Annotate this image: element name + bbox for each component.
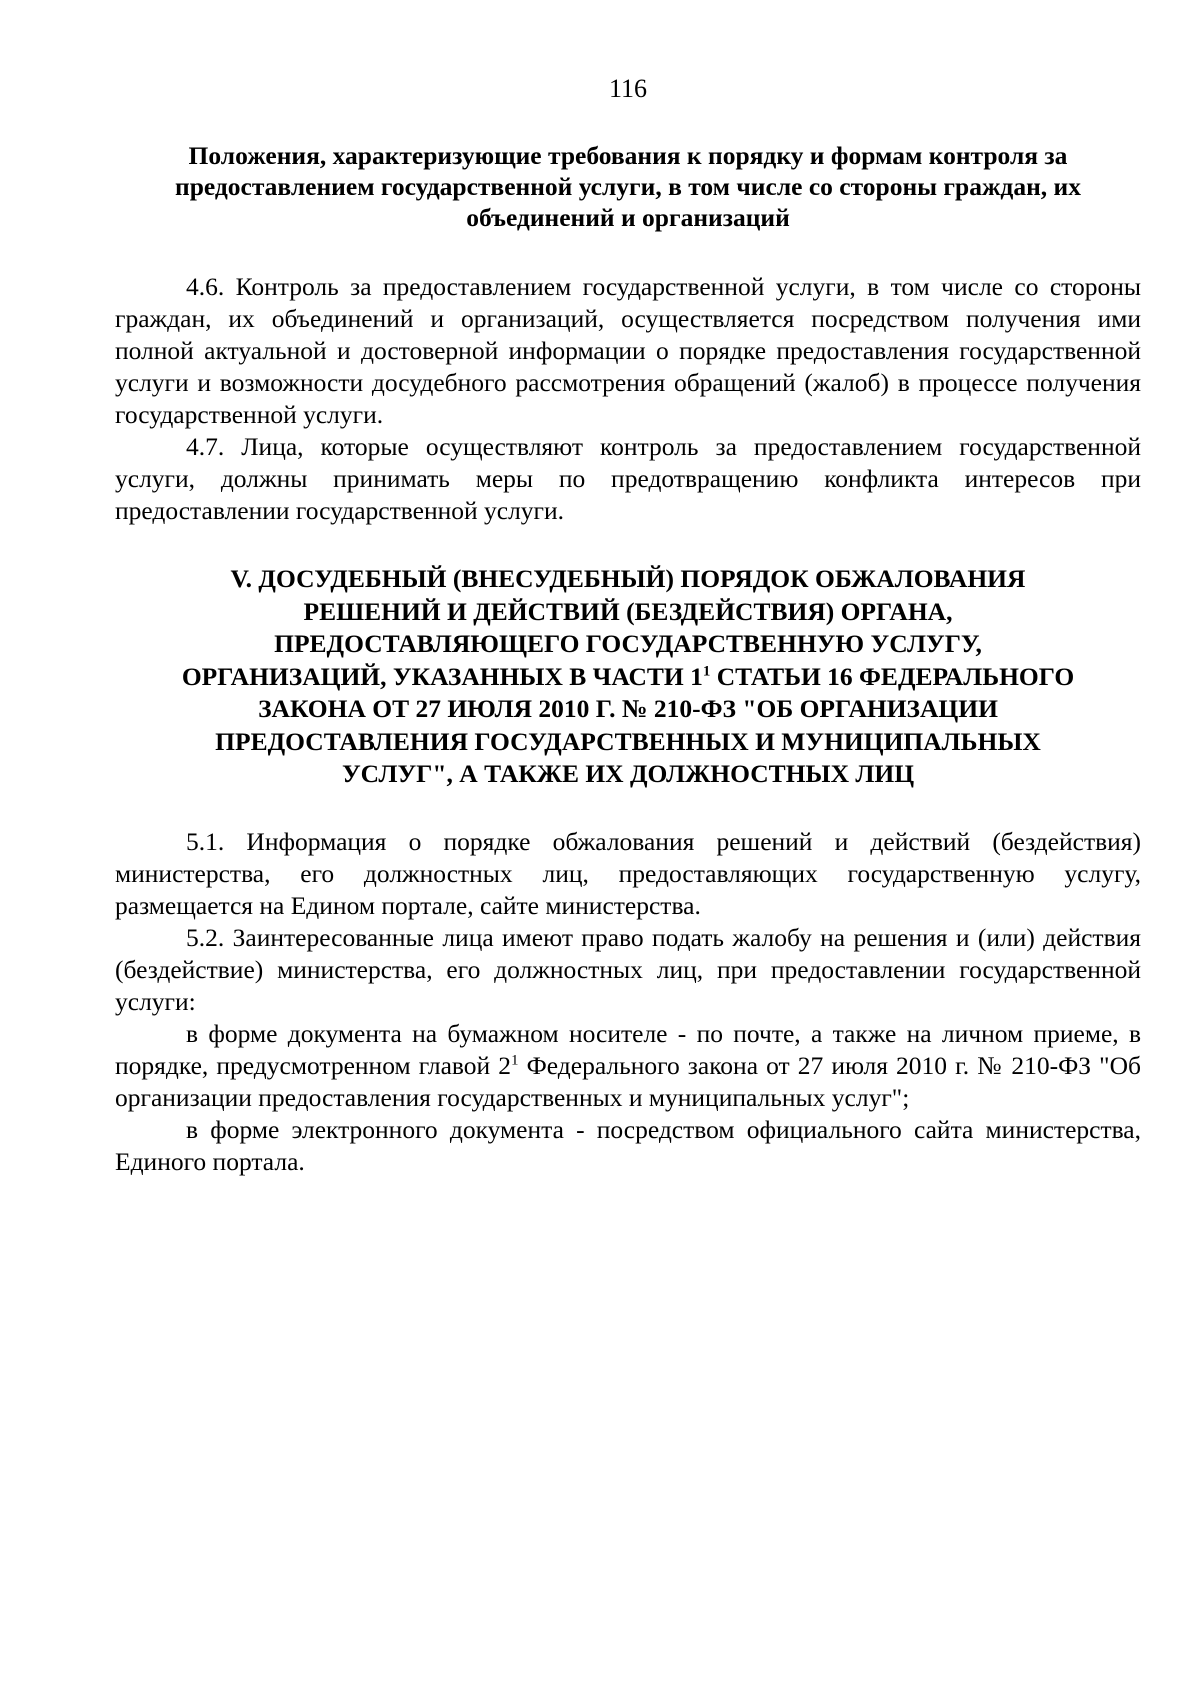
section-5-heading-line: ПРЕДОСТАВЛЕНИЯ ГОСУДАРСТВЕННЫХ И МУНИЦИПАЛЬНЫХ [215,726,1041,756]
heading-text: ОРГАНИЗАЦИЙ, УКАЗАННЫХ В ЧАСТИ 1 [181,661,703,691]
section-5-heading-line: УСЛУГ", А ТАКЖЕ ИХ ДОЛЖНОСТНЫХ ЛИЦ [341,759,915,788]
paragraph-text: Федерального закона от 27 июля 2010 г. № 210-ФЗ "Об организации предоставления государственных и муниципальных услуг"; [115,1051,1141,1112]
paragraph-paper-form [115,1018,1141,1114]
section-5-heading-line [115,661,1141,694]
paragraph-5-1: 5.1. Информация о порядке обжалования решений и действий (бездействия) министерства, его должностных лиц, предоставляющих государственную услугу, размещается на Едином портале, сайте министерства. [115,827,1141,920]
paragraph-5-2: 5.2. Заинтересованные лица имеют право подать жалобу на решения и (или) действия (бездействие) министерства, его должностных лиц, при предоставлении государственной услуги: [115,923,1141,1016]
paragraph-text: в форме документа на бумажном носителе - по почте, а также на личном приеме, в порядке, предусмотренном главой 2 [115,1019,1141,1080]
subsection-heading: Положения, характеризующие требования к порядку и формам контроля за предоставлением государственной услуги, в том числе со стороны граждан, их объединений и организаций [175,141,1081,232]
paragraph-electronic-form: в форме электронного документа - посредством официального сайта министерства, Единого портала. [115,1115,1141,1176]
page-number: 116 [608,74,648,103]
paragraph-4-7: 4.7. Лица, которые осуществляют контроль за предоставлением государственной услуги, должны принимать меры по предотвращению конфликта интересов при предоставлении государственной услуги. [115,432,1141,525]
superscript: 1 [702,663,711,679]
section-5-paragraphs [115,826,1141,1178]
section-5-heading-line: ПРЕДОСТАВЛЯЮЩЕГО ГОСУДАРСТВЕННУЮ УСЛУГУ, [274,629,982,658]
heading-text: СТАТЬИ 16 ФЕДЕРАЛЬНОГО [710,661,1075,691]
superscript: 1 [511,1052,519,1069]
paragraph-4-6: 4.6. Контроль за предоставлением государственной услуги, в том числе со стороны граждан, их объединений и организаций, осуществляется посредством получения ими полной актуальной и достоверной информации о порядке предоставления государственной услуги и возможности досудебного рассмотрения обращений (жалоб) в процессе получения государственной услуги. [115,272,1141,429]
section-5-heading [115,563,1141,791]
section-4-paragraphs [115,271,1141,527]
section-5-heading-line: ЗАКОНА ОТ 27 ИЮЛЯ 2010 Г. № 210-ФЗ "ОБ ОРГАНИЗАЦИИ [258,694,998,723]
section-5-heading-line: РЕШЕНИЙ И ДЕЙСТВИЙ (БЕЗДЕЙСТВИЯ) ОРГАНА, [303,596,953,626]
section-5-heading-line: V. ДОСУДЕБНЫЙ (ВНЕСУДЕБНЫЙ) ПОРЯДОК ОБЖАЛОВАНИЯ [230,564,1026,593]
